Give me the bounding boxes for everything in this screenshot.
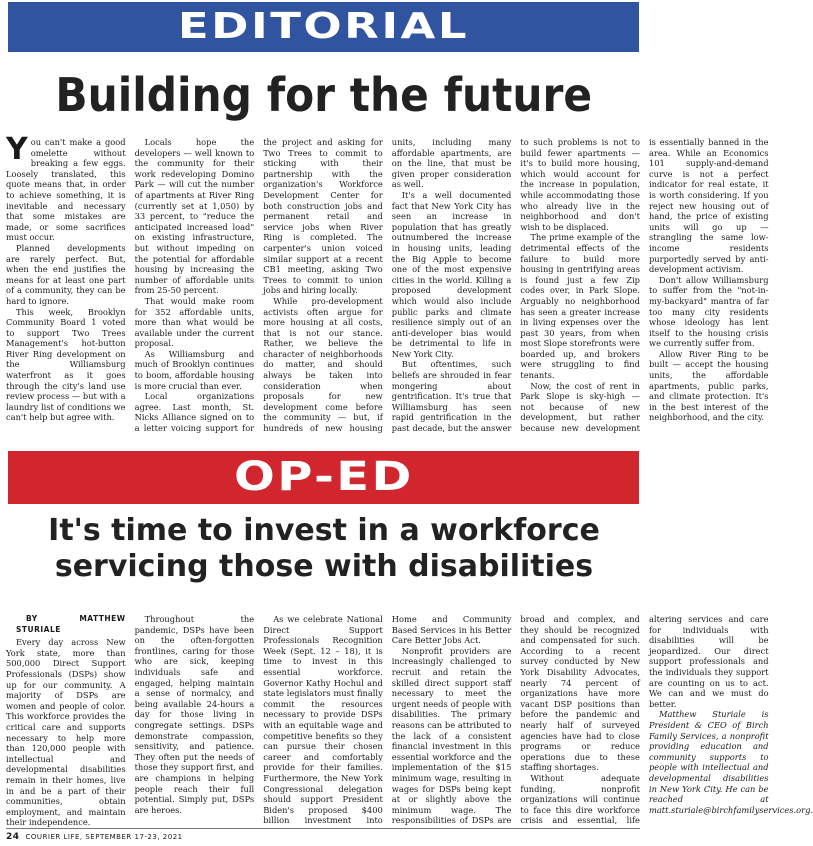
page-footer: [6, 832, 183, 842]
editorial-paragraph: Local organizations agree. Last month, St. Nicks Alliance signed on to a letter voicing support for the project and asking for Two Trees to commit to sticking with their partnership with the organization's Workforce Development Center for both construction jobs and permanent retail and service jobs when River Ring is completed. The carpenter's union voiced similar support at a recent CB1 meeting, asking Two Trees to commit to union jobs and hiring locally.: [134, 137, 383, 434]
editorial-banner: [8, 2, 639, 52]
editorial-paragraph: Locals hope the developers — well known to the community for their work redeveloping Domino Park — will cut the number of apartments at River Ring (currently set at 1,050) by 33 percent, to "reduce the anticipated increased load" on existing infrastructure, but without impeding on the potential for affordable housing by increasing the number of affordable units from 25-50 percent.: [134, 137, 255, 296]
author-bio: Matthew Sturiale is President & CEO of Birch Family Services, a nonprofit providing education and community supports to people with intellectual and developmental disabilities in New York City. He can be reached at matt.sturiale@birchfamilyservices.org.: [648, 709, 813, 815]
editorial-paragraph: Planned developments are rarely perfect. But, when the end justifies the means for at least one part of a community, they can be hard to ignore.: [6, 242, 126, 306]
editorial-headline: Building for the future: [55, 68, 593, 122]
editorial-banner-label: EDITORIAL: [177, 6, 470, 47]
oped-headline-line: servicing those with disabilities: [54, 549, 594, 584]
editorial-paragraph: It's a well documented fact that New York City has seen an increase in population that has greatly outnumbered the increase in housing units, leading the Big Apple to become one of the most expensive cities in the world. Killing a proposed development which would also include public parks and climate resilience simply out of an anti-developer bias would be detrimental to life in New York City.: [391, 189, 512, 359]
oped-body: [6, 614, 813, 836]
oped-paragraph: As we celebrate National Direct Support Professionals Recognition Week (Sept. 12 – 18), it is time to invest in this essential workforce. Governor Kathy Hochul and state legislators must finally commit the resources necessary to provide DSPs with an equitable wage and competitive benefits so they can pursue their chosen career and comfortably provide for their families. Furthermore, the New York Congressional delegation should support President Biden's proposed $400 billion investment into Home and Community Based Services in his Better Care Better Jobs Act.: [263, 614, 512, 826]
editorial-body: [6, 132, 769, 440]
editorial-paragraph: Allow River Ring to be built — accept the housing units, the affordable apartments, public parks, and climate protection. It's in the best interest of the neighborhood, and the city.: [648, 348, 769, 423]
editorial-paragraph: Don't allow Williamsburg to suffer from the "not-in-my-backyard" mantra of far too many city residents whose ideology has lent itself to the housing crisis we currently suffer from.: [648, 274, 769, 349]
drop-cap: Y: [6, 132, 28, 167]
oped-headline: [0, 513, 648, 585]
footer-publication: COURIER LIFE, SEPTEMBER 17-23, 2021: [25, 833, 183, 841]
oped-banner-label: OP-ED: [233, 454, 414, 500]
oped-paragraph: Without adequate funding, nonprofit organizations will continue to face this dire workforce crisis and essential, life altering services and care for individuals with disabilities will be jeopardized. Our direct support professionals and the individuals they support are counting on us to act. We can and we must do better.: [520, 614, 769, 826]
oped-paragraph: Throughout the pandemic, DSPs have been on the often-forgotten frontlines, caring for those who are sick, keeping individuals safe and engaged, helping maintain a sense of normalcy, and being available 24-hours a day for those living in congregate settings. DSPs demonstrate compassion, sensitivity, and patience. They often put the needs of those they support first, and are champions in helping people reach their full potential. Simply put, DSPs are heroes.: [134, 614, 255, 815]
editorial-paragraph: That would make room for 352 affordable units, more than what would be available under the current proposal.: [134, 295, 255, 349]
editorial-paragraph: As Williamsburg and much of Brooklyn continues to boom, affordable housing is more crucial than ever.: [134, 348, 255, 391]
editorial-paragraph: You can't make a good omelette without breaking a few eggs. Loosely translated, this quote means that, in order to achieve something, it is inevitable and necessary that some mistakes are made, or some sacrifices must occur.: [6, 132, 126, 243]
editorial-paragraph: This week, Brooklyn Community Board 1 voted to support Two Trees Management's hot-button River Ring development on the Williamsburg waterfront as it goes through the city's land use review process — but with a laundry list of conditions we can't help but agree with.: [6, 306, 126, 423]
oped-headline-line: It's time to invest in a workforce: [48, 513, 600, 548]
footer-rule: [6, 828, 640, 829]
oped-banner: [8, 451, 639, 504]
oped-paragraph: Nonprofit providers are increasingly challenged to recruit and retain the skilled direct support staff necessary to meet the urgent needs of people with disabilities. The primary reasons can be attributed to the lack of a consistent financial investment in this essential workforce and the implementation of the $15 minimum wage, resulting in wages for DSPs being kept at or slightly above the minimum wage. The responsibilities of DSPs are broad and complex, and they should be recognized and compensated for such. According to a recent survey conducted by New York Disability Advocates, nearly 74 percent of organizations have more vacant DSP positions than before the pandemic and nearly half of surveyed agencies have had to close programs or reduce operations due to these staffing shortages.: [391, 614, 640, 826]
editorial-paragraph: While pro-development activists often argue for more housing at all costs, that is not our stance. Rather, we believe the character of neighborhoods do matter, and should always be taken into consideration when proposals for new development come before the community — but, if hundreds of new housing units, including many affordable apartments, are on the line, that must be given proper consideration as well.: [263, 137, 512, 434]
oped-paragraph: Every day across New York state, more than 500,000 Direct Support Professionals (DSPs) show up for our community. A majority of DSPs are women and people of color. This workforce provides the critical care and supports necessary to help more than 120,000 people with intellectual and developmental disabilities remain in their homes, live in and be a part of their communities, obtain employment, and maintain their independence.: [6, 637, 126, 828]
page-number: 24: [6, 832, 20, 842]
editorial-paragraph: The prime example of the detrimental effects of the failure to build more housing in gentrifying areas is found just a few Zip codes over, in Park Slope. Arguably no neighborhood has seen a greater increase in living expenses over the past 30 years, from when most Slope storefronts were boarded up, and brokers were struggling to find tenants.: [520, 232, 640, 381]
editorial-paragraph: Now, the cost of rent in Park Slope is sky-high — not because of new development, but rather because new development is essentially banned in the area. While an Economics 101 supply-and-demand curve is not a perfect indicator for real estate, it is worth considering. If you reject new housing out of hand, the price of existing units will go up — strangling the same low-income residents purportedly served by anti-development activism.: [520, 137, 769, 434]
editorial-paragraph: But oftentimes, such beliefs are shrouded in fear mongering about gentrification. It's true that Williamsburg has seen rapid gentrification in the past decade, but the answer to such problems is not to build fewer apartments — it's to build more housing, which would account for the increase in population, while accommodating those who already live in the neighborhood and don't wish to be displaced.: [391, 137, 640, 434]
byline: BY MATTHEW STURIALE: [16, 614, 126, 634]
